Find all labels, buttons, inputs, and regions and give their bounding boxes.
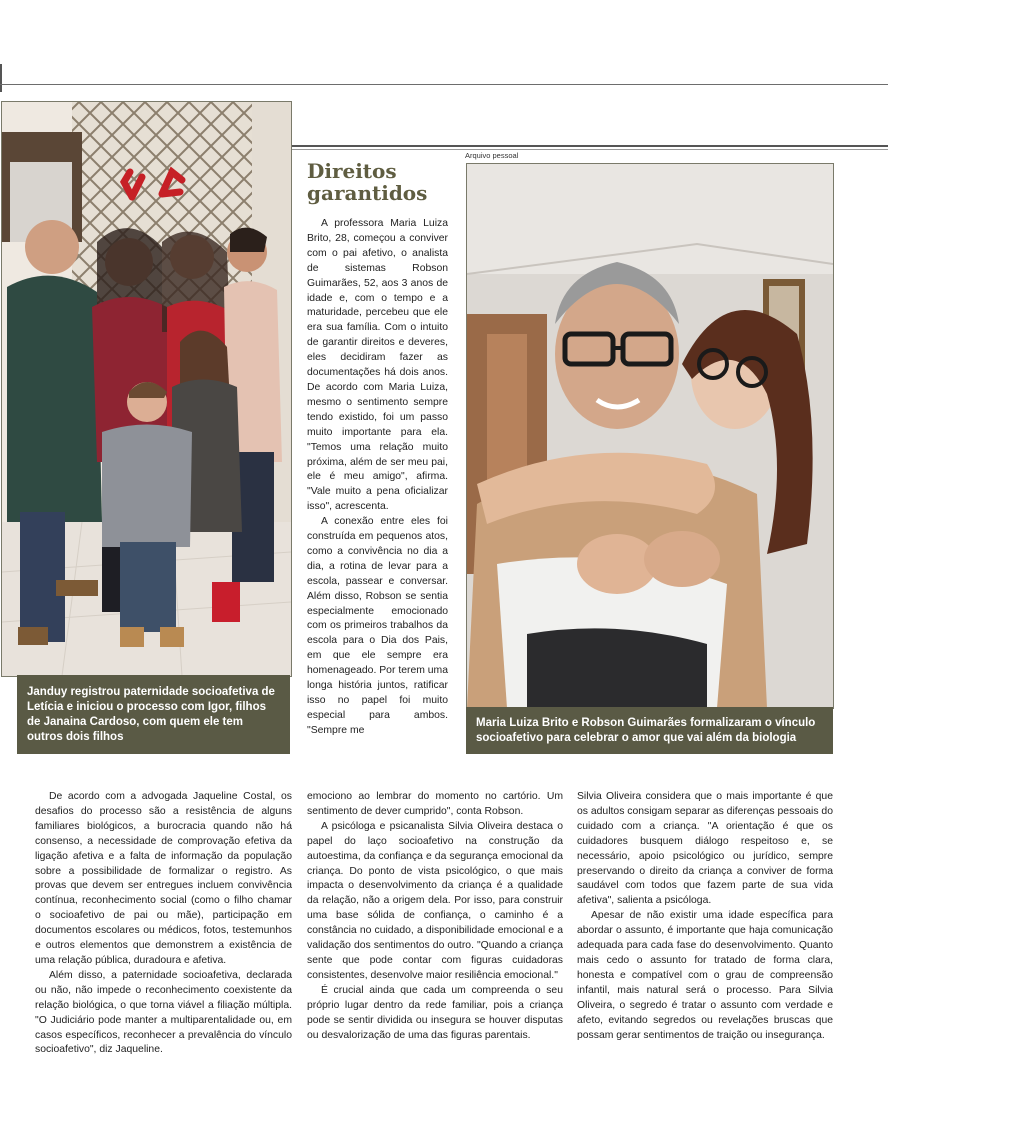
- caption-text: Maria Luiza Brito e Robson Guimarães formalizaram o vínculo socioafetivo para celebrar o amor que vai além da biologia: [476, 716, 816, 744]
- margin-tick: [0, 64, 2, 92]
- article-column-1: [35, 790, 292, 1058]
- sidebar-paragraph: A professora Maria Luiza Brito, 28, começou a conviver com o pai afetivo, o analista de sistemas Robson Guimarães, 52, aos 3 anos de idade e, com o tempo e a maturidade, percebeu que ele era sua família. Com o intuito de garantir direitos e deveres, eles decidiram fazer as documentações há dois anos. De acordo com Maria Luiza, mesmo o sentimento sempre tendo existido, foi um passo muito importante para ela. "Temos uma relação muito próxima, além de ser meu pai, ele é meu amigo", afirma. "Vale muito a pena oficializar isso", acrescenta.: [307, 218, 448, 513]
- page-title: [307, 160, 457, 204]
- section-rule-thin: [292, 149, 888, 150]
- sidebar-column: [307, 217, 448, 739]
- family-photo: [1, 101, 292, 677]
- column-2-paragraph: emociono ao lembrar do momento no cartório. Um sentimento de dever cumprido", conta Robson.: [307, 791, 563, 817]
- column-2-paragraph: É crucial ainda que cada um compreenda o seu próprio lugar dentro da rede familiar, pois a criança pode se sentir dividida ou insegura se houver disputas ou desvalorização de uma das figuras parentais.: [307, 984, 563, 1041]
- column-3-paragraph: Apesar de não existir uma idade específica para abordar o assunto, é importante que haja comunicação adequada para cada fase do desenvolvimento. Quanto mais cedo o assunto for tratado de forma clara, honesta e compatível com o grau de compreensão infantil, mais natural será o processo. Para Silvia Oliveira, o segredo é tratar o assunto com verdade e afeto, evitando segredos ou revelações bruscas que possam gerar sentimentos de traição ou insegurança.: [577, 910, 833, 1041]
- column-1-paragraph: Além disso, a paternidade socioafetiva, declarada ou não, não impede o reconhecimento coexistente da relação biológica, o que torna viável a filiação múltipla. "O Judiciário pode manter a multiparentalidade ou, em casos específicos, reconhecer a prevalência do vínculo socioafetivo", diz Jaqueline.: [35, 969, 292, 1056]
- headline-line-2: garantidos: [307, 181, 428, 205]
- caption-text: Janduy registrou paternidade socioafetiva de Letícia e iniciou o processo com Igor, filhos de Janaina Cardoso, com quem ele tem outros dois filhos: [27, 685, 275, 743]
- column-2-paragraph: A psicóloga e psicanalista Silvia Oliveira destaca o papel do laço socioafetivo na construção da autoestima, da confiança e da segurança emocional da criança. Do ponto de vista psicológico, o que mais impacta o desenvolvimento da criança é a qualidade da relação, não a origem dela. Por isso, para construir uma base sólida de confiança, o caminho é a constância no cuidado, a disponibilidade emocional e a validação dos sentimentos do outro. "Quando a criança sente que pode contar com figuras cuidadoras consistentes, desenvolve maior resiliência emocional.": [307, 820, 563, 981]
- column-3-paragraph: Silvia Oliveira considera que o mais importante é que os adultos consigam separar as diferenças pessoais do cuidado com a criança. "A orientação é que os cuidadores busquem diálogo respeitoso e, se necessário, apoio psicológico ou jurídico, sempre preservando o direito da criança a conviver de forma saudável com todos que fazem parte de sua vida afetiva", salienta a psicóloga.: [577, 791, 833, 907]
- article-column-3: [577, 790, 833, 1043]
- photo-credit: Arquivo pessoal: [465, 151, 519, 160]
- section-rule: [292, 145, 888, 147]
- family-photo-caption: [17, 675, 290, 754]
- father-daughter-photo-caption: [466, 707, 833, 754]
- top-rule: [0, 84, 888, 85]
- headline-line-1: Direitos: [307, 159, 397, 183]
- article-column-2: [307, 790, 563, 1043]
- sidebar-paragraph: A conexão entre eles foi construída em pequenos atos, como a convivência no dia a dia, a rotina de levar para a escola, passear e conversar. Além disso, Robson se sentia especialmente emocionado com os primeiros trabalhos da escola para o Dia dos Pais, em que ele sempre era homenageado. Por terem uma longa história juntos, ratificar isso no papel foi muito especial para ambos. "Sempre me: [307, 516, 448, 736]
- father-daughter-photo: [466, 163, 834, 709]
- column-1-paragraph: De acordo com a advogada Jaqueline Costal, os desafios do processo são a resistência de alguns familiares biológicos, a burocracia quando não há consenso, a necessidade de comprovação efetiva da ligação afetiva e a falta de informação da população sobre a possibilidade de formalizar o registro. As provas que devem ser entregues incluem convivência contínua, reconhecimento social (como o filho chamar o socioafetivo de pai ou mãe), participação em documentos escolares ou médicos, fotos, testemunhos e outros elementos que demonstrem a existência de uma relação pública, duradoura e afetiva.: [35, 791, 292, 966]
